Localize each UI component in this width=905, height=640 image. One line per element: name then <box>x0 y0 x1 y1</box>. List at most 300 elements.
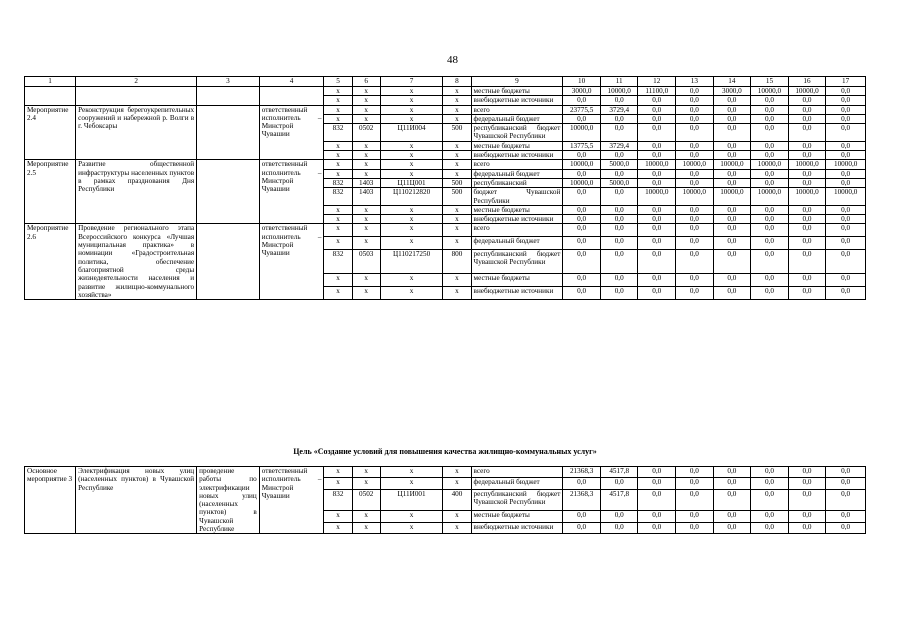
amount-cell: 0,0 <box>676 141 714 150</box>
empty-cell <box>197 87 260 106</box>
amount-cell: 0,0 <box>751 237 789 250</box>
activity-code-cell: Основное мероприятие 3 <box>25 467 76 534</box>
gov-code-cell: 832 <box>324 178 352 187</box>
expense-type-cell: x <box>443 287 471 300</box>
amount-cell: 0,0 <box>788 250 826 274</box>
expense-type-cell: x <box>443 274 471 287</box>
amount-cell: 0,0 <box>563 169 601 178</box>
amount-cell: 0,0 <box>563 224 601 237</box>
funding-table <box>24 76 866 300</box>
page-number: 48 <box>447 54 458 66</box>
column-number-cell: 13 <box>676 77 714 87</box>
expense-type-cell: x <box>443 141 471 150</box>
amount-cell: 0,0 <box>826 141 866 150</box>
amount-cell: 0,0 <box>788 114 826 123</box>
amount-cell: 0,0 <box>600 124 638 142</box>
amount-cell: 0,0 <box>676 151 714 160</box>
funding-source-cell: республиканский бюджет Чувашской Республики <box>471 124 563 142</box>
target-article-cell: x <box>380 478 443 489</box>
amount-cell: 0,0 <box>676 511 714 522</box>
amount-cell: 10000,0 <box>563 178 601 187</box>
amount-cell: 0,0 <box>788 237 826 250</box>
amount-cell: 0,0 <box>676 96 714 105</box>
amount-cell: 0,0 <box>713 478 751 489</box>
expense-type-cell: 500 <box>443 188 471 206</box>
amount-cell: 0,0 <box>751 511 789 522</box>
target-article-cell: x <box>380 522 443 533</box>
column-number-cell: 7 <box>380 77 443 87</box>
amount-cell: 0,0 <box>638 151 676 160</box>
amount-cell: 0,0 <box>563 478 601 489</box>
gov-code-cell: x <box>324 87 352 96</box>
amount-cell: 0,0 <box>751 467 789 478</box>
amount-cell: 0,0 <box>638 141 676 150</box>
table-row <box>25 467 866 478</box>
target-article-cell: Ц110217250 <box>380 250 443 274</box>
target-article-cell: x <box>380 274 443 287</box>
expense-type-cell: x <box>443 151 471 160</box>
amount-cell: 0,0 <box>826 124 866 142</box>
column-number-cell: 16 <box>788 77 826 87</box>
amount-cell: 0,0 <box>751 141 789 150</box>
column-number-cell: 11 <box>600 77 638 87</box>
gov-code-cell: x <box>324 215 352 224</box>
amount-cell: 0,0 <box>713 237 751 250</box>
amount-cell: 10000,0 <box>713 160 751 169</box>
amount-cell: 0,0 <box>826 522 866 533</box>
section-code-cell: x <box>352 96 380 105</box>
expense-type-cell: x <box>443 87 471 96</box>
amount-cell: 3000,0 <box>713 87 751 96</box>
amount-cell: 0,0 <box>788 169 826 178</box>
expense-type-cell: x <box>443 467 471 478</box>
target-article-cell: x <box>380 215 443 224</box>
gov-code-cell: x <box>324 169 352 178</box>
amount-cell: 0,0 <box>751 224 789 237</box>
amount-cell: 0,0 <box>751 489 789 511</box>
amount-cell: 0,0 <box>563 522 601 533</box>
target-article-cell: Ц11Ц001 <box>380 178 443 187</box>
funding-source-cell: всего <box>471 160 563 169</box>
amount-cell: 0,0 <box>713 250 751 274</box>
target-article-cell: x <box>380 87 443 96</box>
amount-cell: 0,0 <box>826 237 866 250</box>
empty-cell <box>259 87 324 106</box>
expense-type-cell: 800 <box>443 250 471 274</box>
amount-cell: 0,0 <box>826 250 866 274</box>
column-number-cell: 3 <box>197 77 260 87</box>
amount-cell: 0,0 <box>676 287 714 300</box>
amount-cell: 4517,8 <box>600 467 638 478</box>
amount-cell: 0,0 <box>676 124 714 142</box>
amount-cell: 0,0 <box>826 489 866 511</box>
amount-cell: 0,0 <box>676 224 714 237</box>
amount-cell: 0,0 <box>788 467 826 478</box>
column-number-cell: 15 <box>751 77 789 87</box>
amount-cell: 0,0 <box>638 250 676 274</box>
funding-source-cell: всего <box>471 105 563 114</box>
section-code-cell: x <box>352 511 380 522</box>
amount-cell: 10000,0 <box>600 87 638 96</box>
gov-code-cell: x <box>324 467 352 478</box>
amount-cell: 0,0 <box>600 169 638 178</box>
gov-code-cell: 832 <box>324 124 352 142</box>
amount-cell: 0,0 <box>713 287 751 300</box>
amount-cell: 0,0 <box>788 287 826 300</box>
section-code-cell: x <box>352 237 380 250</box>
amount-cell: 0,0 <box>600 96 638 105</box>
section-code-cell: x <box>352 151 380 160</box>
expense-type-cell: 400 <box>443 489 471 511</box>
amount-cell: 0,0 <box>638 237 676 250</box>
target-article-cell: x <box>380 151 443 160</box>
amount-cell: 0,0 <box>600 114 638 123</box>
activity-name-cell: Проведение регионального этапа Всероссийского конкурса «Лучшая муниципальная практика» в номинации «Градостроительная политика, обеспечение благоприятной среды жизнедеятельности населения и развитие жилищно-коммунального хозяйства» <box>76 224 197 300</box>
amount-cell: 0,0 <box>638 511 676 522</box>
expense-type-cell: x <box>443 511 471 522</box>
amount-cell: 0,0 <box>713 178 751 187</box>
amount-cell: 0,0 <box>713 169 751 178</box>
amount-cell: 0,0 <box>638 489 676 511</box>
activity-executor-cell: ответственный исполнитель – Минстрой Чувашии <box>259 105 324 160</box>
amount-cell: 0,0 <box>638 105 676 114</box>
amount-cell: 3729,4 <box>600 105 638 114</box>
amount-cell: 0,0 <box>600 478 638 489</box>
target-article-cell: x <box>380 160 443 169</box>
amount-cell: 0,0 <box>676 467 714 478</box>
expense-type-cell: x <box>443 215 471 224</box>
amount-cell: 0,0 <box>600 151 638 160</box>
table-row <box>25 87 866 96</box>
section-code-cell: 0502 <box>352 489 380 511</box>
target-article-cell: x <box>380 96 443 105</box>
section-code-cell: x <box>352 274 380 287</box>
expense-type-cell: x <box>443 169 471 178</box>
amount-cell: 13775,5 <box>563 141 601 150</box>
column-number-cell: 10 <box>563 77 601 87</box>
gov-code-cell: x <box>324 224 352 237</box>
amount-cell: 0,0 <box>563 188 601 206</box>
amount-cell: 0,0 <box>563 215 601 224</box>
table-row <box>25 105 866 114</box>
amount-cell: 0,0 <box>676 522 714 533</box>
activity-code-cell: Мероприятие 2.6 <box>25 224 76 300</box>
table-row <box>25 224 866 237</box>
gov-code-cell: x <box>324 511 352 522</box>
amount-cell: 0,0 <box>826 151 866 160</box>
target-article-cell: x <box>380 287 443 300</box>
amount-cell: 10000,0 <box>676 160 714 169</box>
amount-cell: 0,0 <box>751 205 789 214</box>
section-code-cell: x <box>352 105 380 114</box>
amount-cell: 0,0 <box>826 478 866 489</box>
gov-code-cell: 832 <box>324 250 352 274</box>
activity-name-cell: Развитие общественной инфраструктуры населенных пунктов в рамках празднования Дня Республики <box>76 160 197 224</box>
amount-cell: 0,0 <box>713 522 751 533</box>
amount-cell: 0,0 <box>676 237 714 250</box>
funding-source-cell: местные бюджеты <box>471 511 563 522</box>
activity-task-cell <box>197 224 260 300</box>
section-code-cell: x <box>352 87 380 96</box>
amount-cell: 0,0 <box>600 511 638 522</box>
activity-code-cell: Мероприятие 2.5 <box>25 160 76 224</box>
amount-cell: 0,0 <box>751 287 789 300</box>
activity-name-cell: Электрификация новых улиц (населенных пунктов) в Чувашской Республике <box>76 467 197 534</box>
target-article-cell: x <box>380 205 443 214</box>
section-title: Цель «Создание условий для повышения качества жилищно-коммунальных услуг» <box>293 447 597 456</box>
amount-cell: 0,0 <box>600 287 638 300</box>
amount-cell: 0,0 <box>563 151 601 160</box>
amount-cell: 10000,0 <box>826 160 866 169</box>
amount-cell: 0,0 <box>563 287 601 300</box>
amount-cell: 0,0 <box>638 522 676 533</box>
target-article-cell: x <box>380 224 443 237</box>
amount-cell: 3729,4 <box>600 141 638 150</box>
amount-cell: 0,0 <box>600 205 638 214</box>
amount-cell: 0,0 <box>563 205 601 214</box>
amount-cell: 0,0 <box>676 105 714 114</box>
funding-source-cell: бюджет Чувашской Республики <box>471 188 563 206</box>
expense-type-cell: 500 <box>443 178 471 187</box>
amount-cell: 0,0 <box>638 467 676 478</box>
column-number-cell: 17 <box>826 77 866 87</box>
amount-cell: 10000,0 <box>826 188 866 206</box>
amount-cell: 10000,0 <box>751 188 789 206</box>
activity-code-cell: Мероприятие 2.4 <box>25 105 76 160</box>
gov-code-cell: x <box>324 160 352 169</box>
amount-cell: 0,0 <box>826 287 866 300</box>
amount-cell: 0,0 <box>826 87 866 96</box>
amount-cell: 0,0 <box>638 114 676 123</box>
gov-code-cell: x <box>324 205 352 214</box>
amount-cell: 0,0 <box>826 178 866 187</box>
amount-cell: 10000,0 <box>713 188 751 206</box>
amount-cell: 0,0 <box>751 274 789 287</box>
amount-cell: 0,0 <box>676 205 714 214</box>
section-code-cell: x <box>352 478 380 489</box>
amount-cell: 0,0 <box>788 151 826 160</box>
funding-source-cell: внебюджетные источники <box>471 287 563 300</box>
expense-type-cell: x <box>443 224 471 237</box>
amount-cell: 0,0 <box>713 467 751 478</box>
funding-source-cell: внебюджетные источники <box>471 96 563 105</box>
expense-type-cell: x <box>443 96 471 105</box>
amount-cell: 0,0 <box>676 169 714 178</box>
amount-cell: 0,0 <box>638 215 676 224</box>
gov-code-cell: x <box>324 141 352 150</box>
column-number-cell: 2 <box>76 77 197 87</box>
target-article-cell: x <box>380 141 443 150</box>
amount-cell: 0,0 <box>600 188 638 206</box>
amount-cell: 10000,0 <box>788 87 826 96</box>
section-code-cell: x <box>352 224 380 237</box>
gov-code-cell: x <box>324 274 352 287</box>
amount-cell: 0,0 <box>826 467 866 478</box>
funding-source-cell: федеральный бюджет <box>471 478 563 489</box>
target-article-cell: x <box>380 511 443 522</box>
amount-cell: 0,0 <box>638 478 676 489</box>
amount-cell: 0,0 <box>751 250 789 274</box>
amount-cell: 0,0 <box>713 224 751 237</box>
column-number-cell: 6 <box>352 77 380 87</box>
column-number-cell: 5 <box>324 77 352 87</box>
amount-cell: 0,0 <box>751 215 789 224</box>
empty-cell <box>76 87 197 106</box>
header-row <box>25 77 866 87</box>
amount-cell: 0,0 <box>713 151 751 160</box>
amount-cell: 0,0 <box>826 274 866 287</box>
gov-code-cell: x <box>324 522 352 533</box>
expense-type-cell: x <box>443 114 471 123</box>
column-number-cell: 9 <box>471 77 563 87</box>
amount-cell: 0,0 <box>563 114 601 123</box>
activity-task-cell <box>197 160 260 224</box>
amount-cell: 0,0 <box>788 224 826 237</box>
amount-cell: 0,0 <box>788 141 826 150</box>
column-number-cell: 1 <box>25 77 76 87</box>
funding-source-cell: федеральный бюджет <box>471 114 563 123</box>
amount-cell: 0,0 <box>751 114 789 123</box>
amount-cell: 0,0 <box>751 96 789 105</box>
gov-code-cell: x <box>324 114 352 123</box>
amount-cell: 0,0 <box>563 96 601 105</box>
amount-cell: 21368,3 <box>563 489 601 511</box>
expense-type-cell: x <box>443 160 471 169</box>
amount-cell: 0,0 <box>638 169 676 178</box>
amount-cell: 0,0 <box>713 96 751 105</box>
expense-type-cell: x <box>443 205 471 214</box>
amount-cell: 0,0 <box>713 215 751 224</box>
gov-code-cell: x <box>324 287 352 300</box>
amount-cell: 0,0 <box>751 151 789 160</box>
amount-cell: 0,0 <box>713 105 751 114</box>
amount-cell: 10000,0 <box>638 160 676 169</box>
target-article-cell: Ц11И001 <box>380 489 443 511</box>
amount-cell: 0,0 <box>826 114 866 123</box>
section-code-cell: 0503 <box>352 250 380 274</box>
amount-cell: 0,0 <box>563 511 601 522</box>
funding-source-cell: внебюджетные источники <box>471 151 563 160</box>
amount-cell: 0,0 <box>826 105 866 114</box>
goal-funding-table <box>24 466 866 534</box>
amount-cell: 0,0 <box>751 178 789 187</box>
amount-cell: 0,0 <box>638 224 676 237</box>
amount-cell: 21368,3 <box>563 467 601 478</box>
expense-type-cell: 500 <box>443 124 471 142</box>
column-number-cell: 8 <box>443 77 471 87</box>
amount-cell: 0,0 <box>788 96 826 105</box>
funding-source-cell: всего <box>471 467 563 478</box>
section-code-cell: x <box>352 287 380 300</box>
amount-cell: 0,0 <box>676 250 714 274</box>
amount-cell: 0,0 <box>788 178 826 187</box>
activity-executor-cell: ответственный исполнитель – Минстрой Чувашии <box>259 224 324 300</box>
amount-cell: 0,0 <box>563 237 601 250</box>
column-number-cell: 4 <box>259 77 324 87</box>
amount-cell: 0,0 <box>751 522 789 533</box>
amount-cell: 0,0 <box>751 105 789 114</box>
amount-cell: 0,0 <box>676 478 714 489</box>
funding-source-cell: местные бюджеты <box>471 87 563 96</box>
amount-cell: 0,0 <box>563 250 601 274</box>
amount-cell: 0,0 <box>751 169 789 178</box>
activity-task-cell <box>197 105 260 160</box>
section-code-cell: 1403 <box>352 188 380 206</box>
amount-cell: 0,0 <box>600 215 638 224</box>
amount-cell: 0,0 <box>638 96 676 105</box>
amount-cell: 0,0 <box>600 522 638 533</box>
amount-cell: 0,0 <box>638 178 676 187</box>
amount-cell: 10000,0 <box>638 188 676 206</box>
amount-cell: 3000,0 <box>563 87 601 96</box>
amount-cell: 0,0 <box>638 205 676 214</box>
amount-cell: 0,0 <box>826 511 866 522</box>
amount-cell: 10000,0 <box>676 188 714 206</box>
target-article-cell: Ц11И004 <box>380 124 443 142</box>
section-code-cell: x <box>352 522 380 533</box>
amount-cell: 0,0 <box>676 178 714 187</box>
amount-cell: 10000,0 <box>563 124 601 142</box>
amount-cell: 0,0 <box>600 274 638 287</box>
amount-cell: 0,0 <box>713 114 751 123</box>
expense-type-cell: x <box>443 522 471 533</box>
funding-source-cell: всего <box>471 224 563 237</box>
amount-cell: 0,0 <box>638 287 676 300</box>
gov-code-cell: x <box>324 237 352 250</box>
amount-cell: 0,0 <box>826 224 866 237</box>
amount-cell: 10000,0 <box>751 160 789 169</box>
amount-cell: 4517,8 <box>600 489 638 511</box>
amount-cell: 10000,0 <box>751 87 789 96</box>
funding-source-cell: внебюджетные источники <box>471 215 563 224</box>
activity-task-cell: проведение работы по электрификации новых улиц (населенных пунктов) в Чувашской Республике <box>197 467 260 534</box>
amount-cell: 0,0 <box>600 250 638 274</box>
target-article-cell: x <box>380 114 443 123</box>
amount-cell: 0,0 <box>826 205 866 214</box>
amount-cell: 5000,0 <box>600 160 638 169</box>
gov-code-cell: x <box>324 151 352 160</box>
target-article-cell: Ц110212820 <box>380 188 443 206</box>
target-article-cell: x <box>380 467 443 478</box>
amount-cell: 0,0 <box>826 215 866 224</box>
amount-cell: 0,0 <box>676 114 714 123</box>
amount-cell: 0,0 <box>713 274 751 287</box>
section-code-cell: x <box>352 169 380 178</box>
amount-cell: 0,0 <box>638 124 676 142</box>
amount-cell: 0,0 <box>676 215 714 224</box>
funding-source-cell: республиканский <box>471 178 563 187</box>
column-number-cell: 14 <box>713 77 751 87</box>
funding-source-cell: внебюджетные источники <box>471 522 563 533</box>
amount-cell: 0,0 <box>788 522 826 533</box>
section-code-cell: x <box>352 205 380 214</box>
amount-cell: 5000,0 <box>600 178 638 187</box>
amount-cell: 0,0 <box>751 124 789 142</box>
amount-cell: 11100,0 <box>638 87 676 96</box>
amount-cell: 0,0 <box>788 511 826 522</box>
amount-cell: 0,0 <box>676 489 714 511</box>
expense-type-cell: x <box>443 105 471 114</box>
gov-code-cell: x <box>324 478 352 489</box>
amount-cell: 10000,0 <box>563 160 601 169</box>
amount-cell: 0,0 <box>826 96 866 105</box>
amount-cell: 0,0 <box>713 511 751 522</box>
amount-cell: 0,0 <box>788 489 826 511</box>
activity-executor-cell: ответственный исполнитель – Минстрой Чувашии <box>259 160 324 224</box>
amount-cell: 0,0 <box>713 141 751 150</box>
funding-source-cell: федеральный бюджет <box>471 169 563 178</box>
section-code-cell: x <box>352 114 380 123</box>
